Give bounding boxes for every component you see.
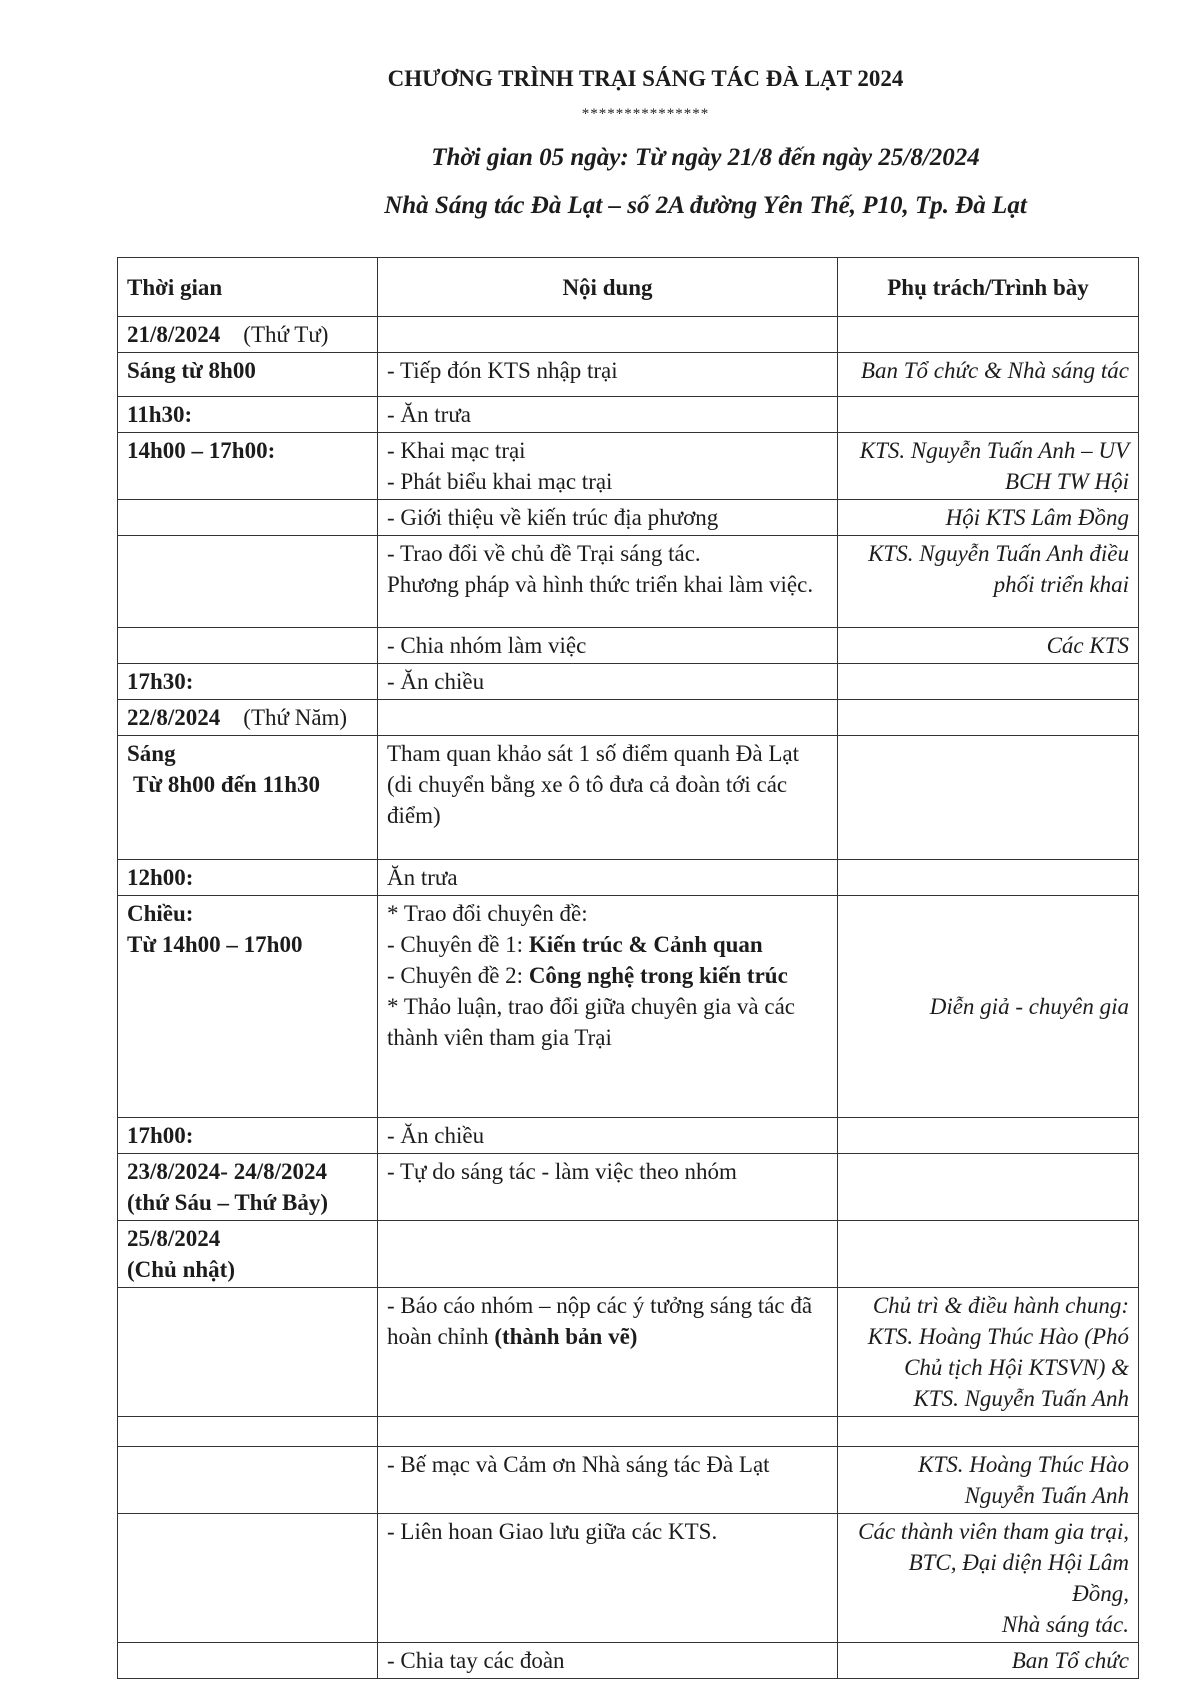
- time-cell: Chiều: Từ 14h00 – 17h00: [118, 896, 378, 1118]
- content-cell: - Liên hoan Giao lưu giữa các KTS.: [378, 1514, 838, 1643]
- content-cell: - Ăn trưa: [378, 397, 838, 433]
- table-header-row: [118, 258, 1139, 317]
- owner-cell: Hội KTS Lâm Đồng: [838, 500, 1139, 536]
- table-row: [118, 1118, 1139, 1154]
- day-row: [118, 700, 1139, 736]
- table-row: [118, 1643, 1139, 1679]
- owner-cell: KTS. Hoàng Thúc Hào Nguyễn Tuấn Anh: [838, 1447, 1139, 1514]
- time-cell: 12h00:: [118, 860, 378, 896]
- day-row: [118, 1221, 1139, 1288]
- table-row: [118, 664, 1139, 700]
- content-cell: * Trao đổi chuyên đề: - Chuyên đề 1: Kiến trúc & Cảnh quan - Chuyên đề 2: Công nghệ trong kiến trúc * Thảo luận, trao đổi giữa chuyên gia và các thành viên tham gia Trại: [378, 896, 838, 1118]
- time-cell: Sáng từ 8h00: [118, 353, 378, 397]
- column-header-time: Thời gian: [118, 258, 378, 317]
- owner-cell: Ban Tổ chức: [838, 1643, 1139, 1679]
- table-row: [118, 397, 1139, 433]
- content-cell: - Ăn chiều: [378, 664, 838, 700]
- content-cell: - Chia tay các đoàn: [378, 1643, 838, 1679]
- time-cell: Sáng Từ 8h00 đến 11h30: [118, 736, 378, 860]
- table-row: [118, 736, 1139, 860]
- table-row: [118, 1447, 1139, 1514]
- owner-cell: Chủ trì & điều hành chung: KTS. Hoàng Thúc Hào (Phó Chủ tịch Hội KTSVN) & KTS. Nguyễn Tuấn Anh: [838, 1288, 1139, 1417]
- table-row: [118, 500, 1139, 536]
- schedule-table: [117, 257, 1139, 1679]
- day-date: 22/8/2024 (Thứ Năm): [118, 700, 378, 736]
- content-cell: - Ăn chiều: [378, 1118, 838, 1154]
- day-row: [118, 1154, 1139, 1221]
- location-line: Nhà Sáng tác Đà Lạt – số 2A đường Yên Thế, P10, Tp. Đà Lạt: [384, 192, 1027, 219]
- time-cell: 14h00 – 17h00:: [118, 433, 378, 500]
- day-date: 21/8/2024 (Thứ Tư): [118, 317, 378, 353]
- owner-cell: Các thành viên tham gia trại, BTC, Đại diện Hội Lâm Đồng, Nhà sáng tác.: [838, 1514, 1139, 1643]
- content-cell: - Bế mạc và Cảm ơn Nhà sáng tác Đà Lạt: [378, 1447, 838, 1514]
- content-cell: - Chia nhóm làm việc: [378, 628, 838, 664]
- table-row: [118, 1514, 1139, 1643]
- time-cell: 17h30:: [118, 664, 378, 700]
- owner-cell: Ban Tổ chức & Nhà sáng tác: [838, 353, 1139, 397]
- owner-cell: Diễn giả - chuyên gia: [838, 896, 1139, 1118]
- owner-cell: KTS. Nguyễn Tuấn Anh điều phối triển khai: [838, 536, 1139, 628]
- content-cell: Tham quan khảo sát 1 số điểm quanh Đà Lạt (di chuyển bằng xe ô tô đưa cả đoàn tới các điểm): [378, 736, 838, 860]
- table-row: [118, 1288, 1139, 1417]
- table-row: [118, 628, 1139, 664]
- content-cell: - Tự do sáng tác - làm việc theo nhóm: [378, 1154, 838, 1221]
- day-date: 23/8/2024- 24/8/2024 (thứ Sáu – Thứ Bảy): [118, 1154, 378, 1221]
- day-row: [118, 317, 1139, 353]
- title-separator: ***************: [581, 106, 710, 122]
- content-cell: - Báo cáo nhóm – nộp các ý tưởng sáng tác đã hoàn chỉnh (thành bản vẽ): [378, 1288, 838, 1417]
- table-row: [118, 860, 1139, 896]
- content-cell: - Tiếp đón KTS nhập trại: [378, 353, 838, 397]
- day-date: 25/8/2024 (Chủ nhật): [118, 1221, 378, 1288]
- time-cell: 17h00:: [118, 1118, 378, 1154]
- column-header-content: Nội dung: [378, 258, 838, 317]
- owner-cell: KTS. Nguyễn Tuấn Anh – UV BCH TW Hội: [838, 433, 1139, 500]
- table-row: [118, 433, 1139, 500]
- time-cell: 11h30:: [118, 397, 378, 433]
- table-row: [118, 896, 1139, 1118]
- content-cell: - Giới thiệu về kiến trúc địa phương: [378, 500, 838, 536]
- table-row: [118, 353, 1139, 397]
- content-cell: Ăn trưa: [378, 860, 838, 896]
- document-title: CHƯƠNG TRÌNH TRẠI SÁNG TÁC ĐÀ LẠT 2024: [387, 66, 904, 91]
- table-row: [118, 536, 1139, 628]
- duration-line: Thời gian 05 ngày: Từ ngày 21/8 đến ngày 25/8/2024: [431, 144, 980, 171]
- table-row: [118, 1417, 1139, 1447]
- owner-cell: Các KTS: [838, 628, 1139, 664]
- column-header-owner: Phụ trách/Trình bày: [838, 258, 1139, 317]
- content-cell: - Trao đổi về chủ đề Trại sáng tác. Phương pháp và hình thức triển khai làm việc.: [378, 536, 838, 628]
- content-cell: - Khai mạc trại - Phát biểu khai mạc trại: [378, 433, 838, 500]
